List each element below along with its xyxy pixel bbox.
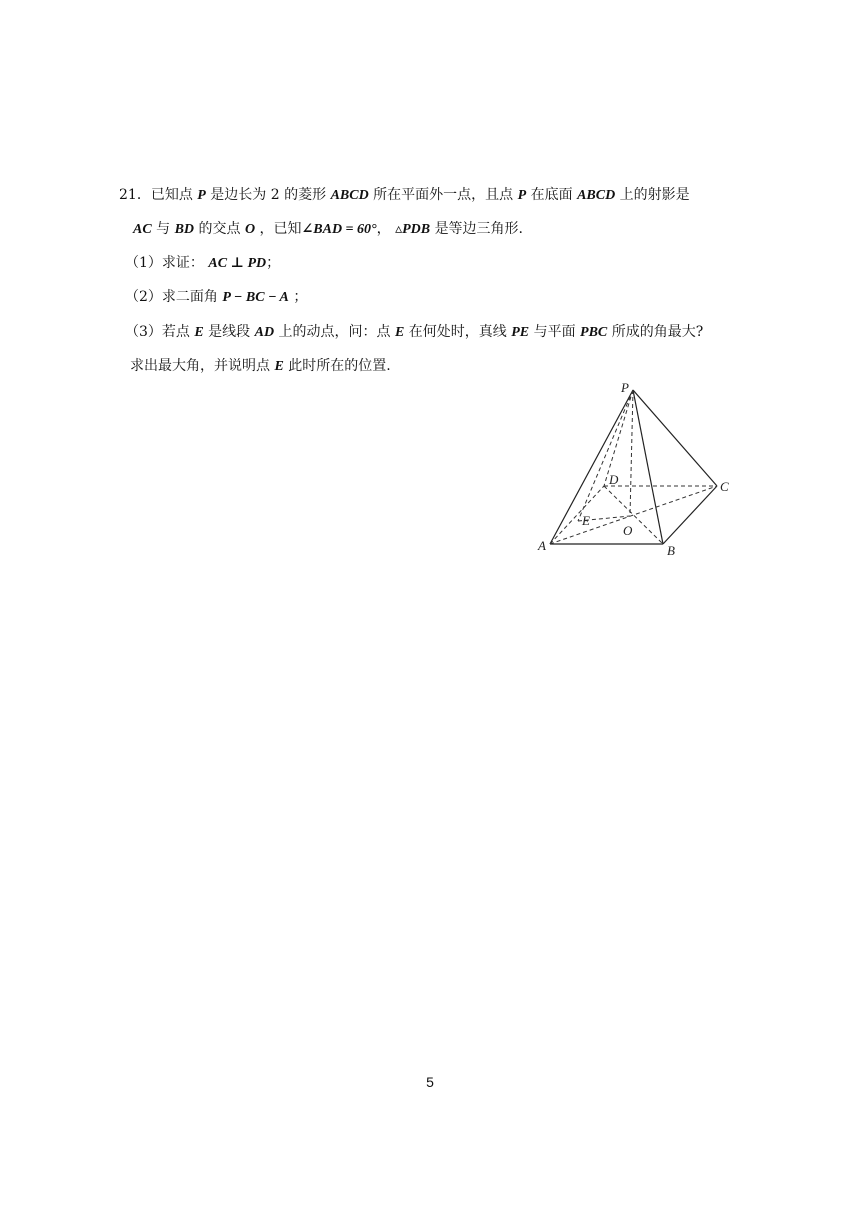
angle-bad: ∠BAD = 60° [301,222,377,237]
point-e: E [194,325,204,340]
text: 与平面 [533,324,576,340]
point-p: P [197,188,206,203]
edge-pb [633,390,663,544]
text: ； [266,255,281,271]
text: ， [376,221,391,237]
text: 是边长为 2 的菱形 [210,187,327,203]
rhombus-abcd: ABCD [330,188,369,203]
pyramid-diagram [530,375,740,565]
label-c: C [720,479,729,494]
text: 在底面 [530,187,573,203]
label-p: P [621,380,629,395]
label-o: O [623,523,633,538]
point-p: P [517,188,527,203]
text: 是等边三角形. [434,221,524,237]
problem-number: 21． [119,187,151,203]
plane-pbc: PBC [580,325,608,340]
triangle-pdb: ▵PDB [395,222,431,237]
edge-po [630,390,633,516]
point-e: E [394,325,405,340]
base-abcd: ABCD [577,188,616,203]
expression-ac-perp-pd: AC ⊥ PD [208,256,267,271]
text: ，已知 [259,221,302,237]
problem-line-1 [119,184,690,207]
problem-line-2 [133,218,523,241]
edge-pe [578,390,633,521]
label-d: D [609,472,619,487]
text: 是线段 [208,324,251,340]
text: 此时所在的位置. [288,358,391,374]
segment-ac: AC [133,222,152,237]
text: 的交点 [198,221,241,237]
label-a: A [538,538,546,553]
part-1 [125,252,280,275]
diagonal-bd [604,486,663,544]
text: 已知点 [150,187,193,203]
text: 所在平面外一点，且点 [373,187,514,203]
point-o: O [244,222,256,237]
part-3-continued [130,355,391,378]
expression-dihedral: P − BC − A [222,290,289,305]
text: 所成的角最大? [611,324,704,340]
label-e: E [582,513,590,528]
text: 与 [156,221,171,237]
pyramid-figure [530,375,740,565]
text: 上的射影是 [619,187,690,203]
segment-ad: AD [254,325,275,340]
segment-bd: BD [174,222,195,237]
label-b: B [667,543,675,558]
edge-bc [663,486,717,544]
part-3 [125,321,703,344]
edge-pc [633,390,717,486]
part-label: （1）求证： [125,255,204,271]
text: ； [293,289,308,305]
text: （3）若点 [125,324,190,340]
diagonal-ac [550,486,717,544]
point-e: E [274,359,284,374]
edge-pa [550,390,633,544]
part-2 [125,286,307,309]
part-label: （2）求二面角 [125,289,218,305]
text: 上的动点，问：点 [278,324,391,340]
page-number: 5 [426,1074,434,1090]
text: 在何处时，真线 [408,324,507,340]
text: 求出最大角，并说明点 [130,358,270,374]
line-pe: PE [511,325,530,340]
